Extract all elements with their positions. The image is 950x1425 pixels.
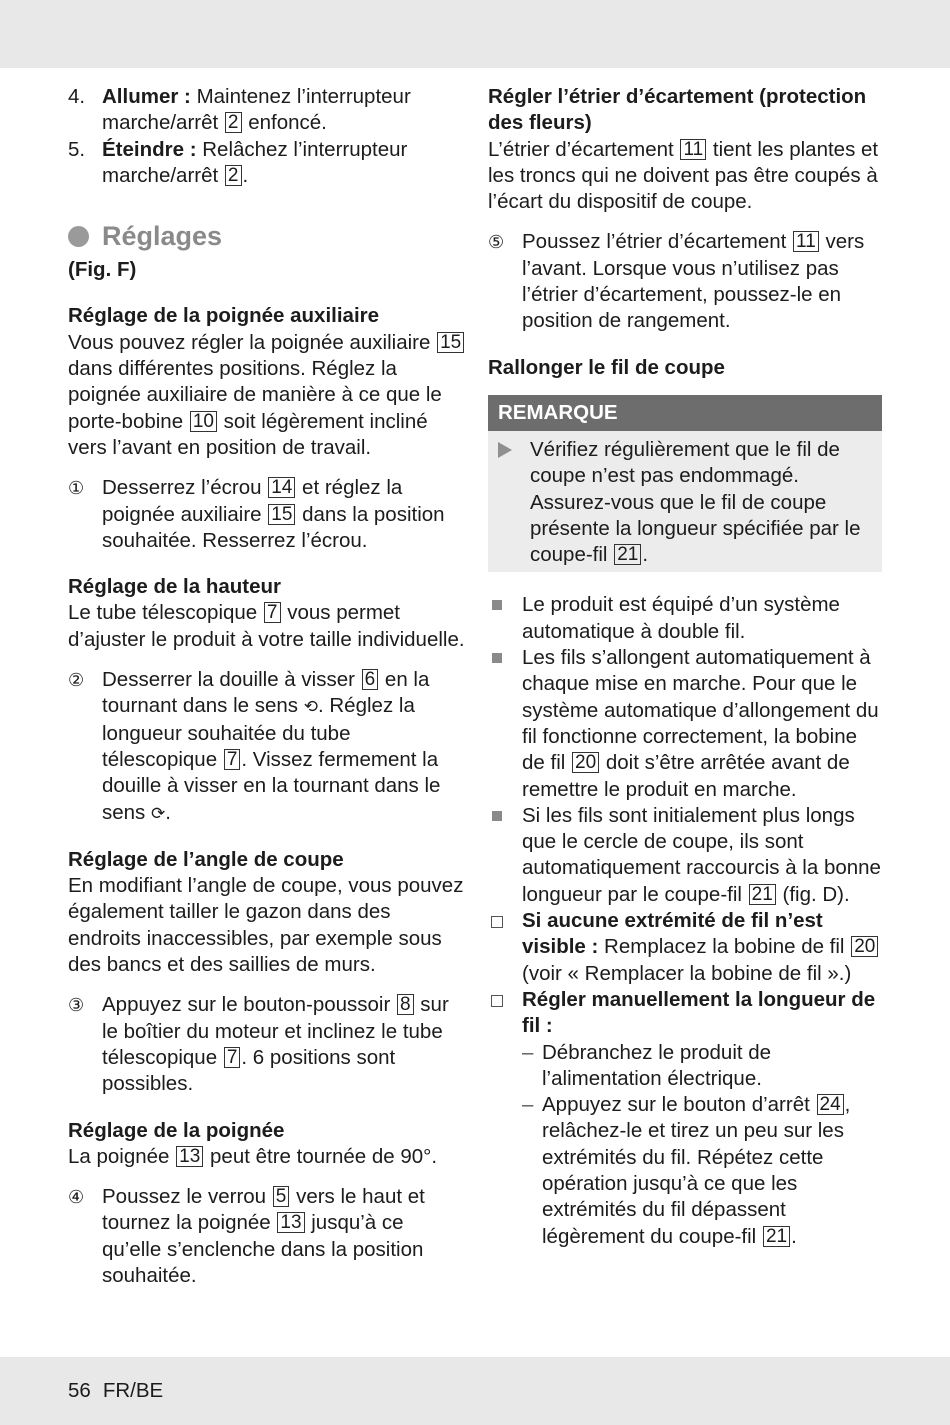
item-number: 5. (68, 137, 86, 161)
ref-box: 14 (268, 477, 295, 498)
paragraph-spacer-guard: L’étrier d’écartement 11 tient les plantes et les troncs qui ne doivent pas être coupés à l’écart du dispositif de coupe. (488, 137, 879, 214)
ref-box: 6 (362, 669, 379, 690)
step-number: ③ (68, 995, 85, 1016)
ref-box: 2 (225, 165, 242, 186)
ref-box: 15 (268, 504, 295, 525)
step-1: ① Desserrez l’écrou 14 et réglez la poignée auxiliaire 15 dans la position souhaitée. Resserrez l’écrou. (68, 475, 468, 554)
ref-box: 21 (763, 1226, 790, 1247)
ref-box: 13 (176, 1146, 203, 1167)
dash-icon: – (522, 1040, 534, 1064)
heading-cutting-angle: Réglage de l’angle de coupe (68, 847, 344, 871)
item-label: Éteindre : (102, 137, 197, 161)
ref-box: 7 (224, 1047, 241, 1068)
heading-aux-handle: Réglage de la poignée auxiliaire (68, 304, 380, 328)
paragraph-height: Le tube télescopique 7 vous permet d’ajuster le produit à votre taille individuelle. (68, 601, 465, 651)
ref-box: 8 (397, 994, 414, 1015)
list-item-turn-off: 5. Éteindre : Relâchez l’interrupteur marche/arrêt 2 . (68, 137, 468, 190)
ref-box: 21 (614, 544, 641, 565)
section-bullet-icon (68, 226, 89, 247)
heading-height: Réglage de la hauteur (68, 575, 282, 599)
heading-handle: Réglage de la poignée (68, 1118, 285, 1142)
right-column (488, 84, 882, 1250)
ref-box: 7 (224, 749, 241, 770)
dash-item: – Débranchez le produit de l’alimentation électrique. (522, 1040, 882, 1093)
heading-spacer-guard: Régler l’étrier d’écartement (protection des fleurs) (488, 85, 867, 135)
hollow-square-icon (488, 987, 522, 1250)
ref-box: 20 (572, 752, 599, 773)
note-box (488, 395, 882, 572)
ref-box: 2 (225, 112, 242, 133)
ref-box: 11 (680, 139, 706, 160)
tighten-direction-icon: ⟳ (151, 803, 166, 823)
step-3: ③ Appuyez sur le bouton-poussoir 8 sur le boîtier du moteur et inclinez le tube télescopique 7 . 6 positions sont possibles. (68, 992, 468, 1097)
step-4: ④ Poussez le verrou 5 vers le haut et tournez la poignée 13 jusqu’à ce qu’elle s’enclenche dans la position souhaitée. (68, 1184, 468, 1289)
bullet-item: Le produit est équipé d’un système automatique à double fil. (488, 592, 882, 645)
note-label: REMARQUE (488, 395, 882, 431)
step-number: ④ (68, 1187, 85, 1208)
hollow-square-icon (488, 908, 522, 987)
item-label: Allumer : (102, 85, 191, 108)
step-number: ② (68, 670, 85, 691)
paragraph-cutting-angle: En modifiant l’angle de coupe, vous pouvez également tailler le gazon dans des endroits inaccessibles, par exemple sous des bancs et des saillies de murs. (68, 874, 464, 977)
bullet-item: Les fils s’allongent automatiquement à chaque mise en marche. Pour que le système automatique d’allongement du fil fonctionne correctement, la bobine de fil 20 doit s’être arrêtée avant de remettre le produit en marche. (488, 645, 882, 803)
step-2: ② Desserrer la douille à visser 6 en la tournant dans le sens ⟲. Réglez la longueur souhaitée du tube télescopique 7 . Vissez fermement la douille à visser en la tournant dans le sens ⟳. (68, 667, 468, 827)
step-number: ① (68, 478, 85, 499)
triangle-bullet-icon (498, 442, 512, 458)
dash-item: – Appuyez sur le bouton d’arrêt 24 , relâchez-le et tirez un peu sur les extrémités du fil. Répétez cette opération jusqu’à ce que les extrémités du fil dépassent légèrement du coupe-fil 21 . (522, 1092, 882, 1250)
ref-box: 24 (817, 1094, 844, 1115)
square-bullet-icon (488, 803, 522, 908)
ref-box: 5 (273, 1186, 290, 1207)
page-top-band (0, 0, 950, 68)
list-item-turn-on: 4. Allumer : Maintenez l’interrupteur marche/arrêt 2 enfoncé. (68, 84, 468, 137)
square-bullet-icon (488, 592, 522, 645)
note-text: Vérifiez régulièrement que le fil de coupe n’est pas endommagé. Assurez-vous que le fil de coupe présente la longueur spécifiée par le coupe-fil 21 . (530, 437, 861, 567)
ref-box: 20 (851, 936, 878, 957)
ref-box: 10 (190, 411, 217, 432)
left-column (68, 84, 468, 1289)
loosen-direction-icon: ⟲ (303, 697, 318, 717)
page-footer (68, 1378, 175, 1404)
section-title: Réglages (102, 221, 223, 252)
paragraph-aux-handle: Vous pouvez régler la poignée auxiliaire 15 dans différentes positions. Réglez la poignée auxiliaire de manière à ce que le porte-bobine 10 soit légèrement incliné vers l’avant en position de travail. (68, 330, 468, 461)
step-number: ⑤ (488, 232, 505, 253)
section-heading (68, 219, 468, 253)
checkbox-item: Régler manuellement la longueur de fil : – Débranchez le produit de l’alimentation électrique. – Appuyez sur le bouton d’arrêt 24 , relâchez-le et tirez un peu sur les extrémités du fil. Répétez cette opération jusqu’à ce que les extrémités du fil dépassent légèrement du coupe-fil 21 . (488, 987, 882, 1250)
bullet-item: Si les fils sont initialement plus longs que le cercle de coupe, ils sont automatiquement raccourcis à la bonne longueur par le coupe-fil 21 (fig. D). (488, 803, 882, 908)
ref-box: 13 (277, 1212, 304, 1233)
heading-extend-line: Rallonger le fil de coupe (488, 355, 725, 379)
square-bullet-icon (488, 645, 522, 803)
page-locale: FR/BE (102, 1379, 164, 1402)
page-number: 56 (68, 1379, 91, 1402)
paragraph-handle: La poignée 13 peut être tournée de 90°. (68, 1144, 438, 1168)
step-5: ⑤ Poussez l’étrier d’écartement 11 vers l’avant. Lorsque vous n’utilisez pas l’étrier d’écartement, poussez-le en position de rangement. (488, 229, 882, 334)
figure-reference: (Fig. F) (68, 258, 137, 282)
checkbox-item: Si aucune extrémité de fil n’est visible : Remplacez la bobine de fil 20 (voir « Remplacer la bobine de fil ».) (488, 908, 882, 987)
ref-box: 21 (749, 884, 776, 905)
ref-box: 15 (437, 332, 464, 353)
ref-box: 11 (793, 231, 819, 252)
item-number: 4. (68, 85, 86, 108)
dash-icon: – (522, 1093, 534, 1117)
ref-box: 7 (264, 602, 281, 623)
